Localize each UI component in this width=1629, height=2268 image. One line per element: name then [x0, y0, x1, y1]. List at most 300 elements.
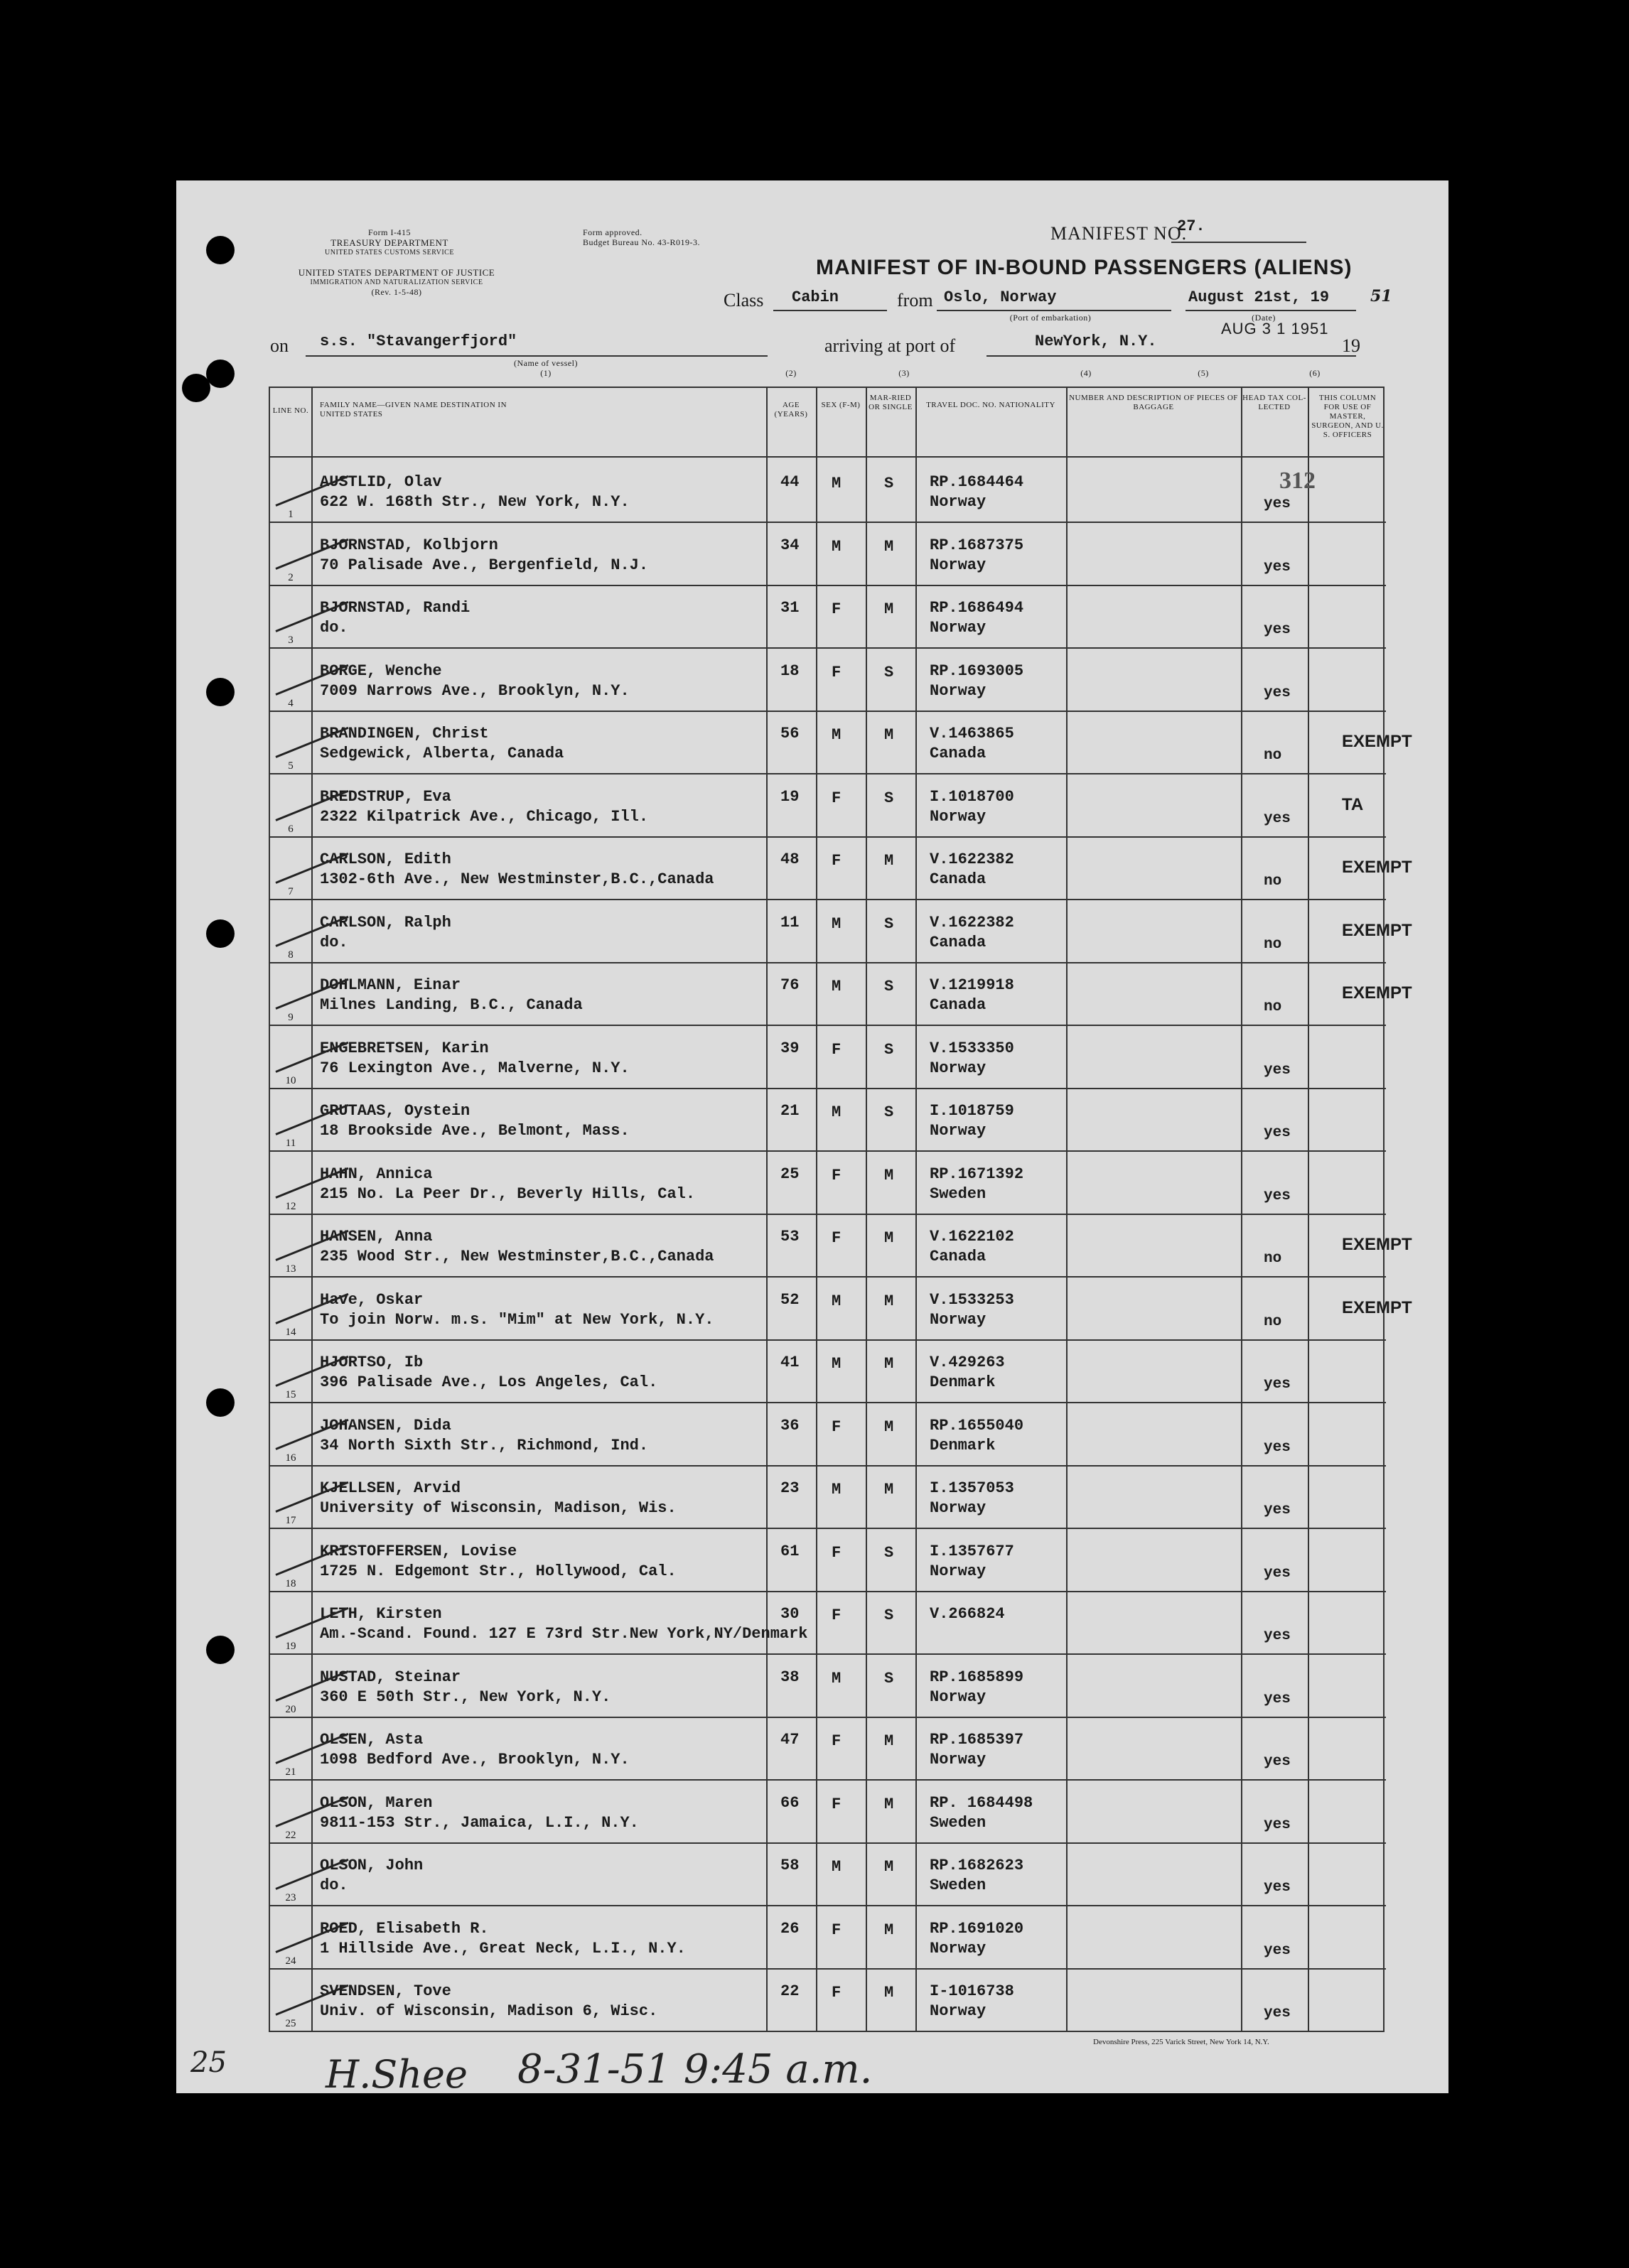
marital-status: M [884, 1229, 894, 1247]
col-num-6: (6) [1309, 368, 1321, 378]
margin-number: 25 [190, 2046, 227, 2079]
travel-doc-number: RP.1685899 [930, 1668, 1024, 1686]
line-number: 12 [285, 1200, 296, 1212]
manifest-number-line [1171, 242, 1306, 243]
manifest-page [176, 180, 1448, 2097]
nationality: Denmark [930, 1436, 996, 1454]
form-number: Form I-415 [368, 227, 411, 237]
col-age: AGE (YEARS) [774, 401, 808, 418]
passenger-name: CARLSON, Ralph [320, 913, 451, 932]
ins-service: IMMIGRATION AND NATURALIZATION SERVICE [310, 279, 483, 286]
vessel-line [306, 355, 768, 357]
nationality: Canada [930, 870, 986, 888]
destination: 34 North Sixth Str., Richmond, Ind. [320, 1436, 649, 1454]
col-name: FAMILY NAME—GIVEN NAME DESTINATION IN UNITED STATES [320, 401, 507, 418]
destination: 76 Lexington Ave., Malverne, N.Y. [320, 1059, 630, 1077]
from-label: from [897, 290, 933, 310]
travel-doc-number: V.1533350 [930, 1039, 1014, 1057]
col-baggage: NUMBER AND DESCRIPTION OF PIECES OF BAGGAGE [1069, 394, 1238, 411]
officer-note: EXEMPT [1342, 983, 1412, 1003]
sex: M [832, 1292, 842, 1310]
nationality: Norway [930, 2002, 986, 2020]
line-number: 8 [288, 949, 294, 961]
passenger-name: NUSTAD, Steinar [320, 1668, 461, 1686]
travel-doc-number: V.1622382 [930, 850, 1014, 868]
age: 11 [780, 913, 800, 932]
nationality: Norway [930, 1122, 986, 1140]
nationality: Norway [930, 681, 986, 700]
table-row [270, 1088, 1386, 1151]
marital-status: M [884, 1418, 894, 1436]
age: 48 [780, 850, 800, 868]
passenger-name: JOHANSEN, Dida [320, 1416, 451, 1435]
destination: 2322 Kilpatrick Ave., Chicago, Ill. [320, 807, 649, 826]
officer-note: EXEMPT [1342, 1297, 1412, 1317]
passenger-name: GRUTAAS, Oystein [320, 1102, 471, 1120]
age: 30 [780, 1605, 800, 1623]
table-row [270, 522, 1386, 585]
head-tax: yes [1264, 1816, 1291, 1833]
punch-hole [206, 678, 235, 706]
date-value: August 21st, 19 [1188, 288, 1330, 306]
passenger-name: KJELLSEN, Arvid [320, 1479, 461, 1497]
marital-status: M [884, 1984, 894, 2002]
passenger-table [269, 387, 1412, 2032]
travel-doc-number: I-1016738 [930, 1982, 1014, 2000]
age: 61 [780, 1542, 800, 1560]
travel-doc-number: V.266824 [930, 1605, 1005, 1623]
head-tax: yes [1264, 1125, 1291, 1141]
punch-hole [206, 236, 235, 264]
head-tax: no [1264, 999, 1282, 1015]
nationality: Canada [930, 996, 986, 1014]
table-row [270, 962, 1412, 1025]
age: 19 [780, 787, 800, 806]
travel-doc-number: I.1357677 [930, 1542, 1014, 1560]
table-row [270, 585, 1386, 648]
destination: 70 Palisade Ave., Bergenfield, N.J. [320, 556, 649, 574]
sex: F [832, 1921, 842, 1939]
sex: M [832, 1355, 842, 1373]
age: 25 [780, 1165, 800, 1183]
nationality: Sweden [930, 1876, 986, 1894]
passenger-name: ROED, Elisabeth R. [320, 1919, 489, 1938]
destination: 215 No. La Peer Dr., Beverly Hills, Cal. [320, 1184, 696, 1203]
treasury-dept: TREASURY DEPARTMENT [330, 237, 448, 248]
table-row [270, 1339, 1386, 1403]
officer-note: EXEMPT [1342, 858, 1412, 877]
manifest-number-label: MANIFEST NO. [1050, 223, 1188, 244]
passenger-name: CARLSON, Edith [320, 850, 451, 868]
sex: F [832, 1606, 842, 1624]
sex: M [832, 1103, 842, 1121]
nationality: Norway [930, 1939, 986, 1958]
table-row [270, 1654, 1386, 1717]
head-tax: yes [1264, 2005, 1291, 2021]
table-row [270, 1528, 1386, 1592]
line-number: 14 [285, 1326, 296, 1338]
travel-doc-number: RP.1684464 [930, 473, 1024, 491]
destination: 622 W. 168th Str., New York, N.Y. [320, 493, 630, 511]
table-row [270, 1591, 1386, 1654]
age: 66 [780, 1793, 800, 1812]
head-tax: yes [1264, 1942, 1291, 1959]
on-label: on [270, 335, 289, 356]
table-row [270, 1968, 1386, 2031]
table-row [270, 1151, 1386, 1214]
revision: (Rev. 1-5-48) [371, 287, 422, 297]
table-row [270, 1465, 1386, 1528]
line-number: 13 [285, 1263, 296, 1275]
arrival-port-line [986, 355, 1356, 357]
line-number: 4 [288, 697, 294, 709]
marital-status: M [884, 1292, 894, 1310]
head-tax: yes [1264, 622, 1291, 638]
head-tax: yes [1264, 684, 1291, 701]
date-year: 51 [1370, 287, 1392, 306]
travel-doc-number: RP.1682623 [930, 1857, 1024, 1874]
passenger-name: OLSON, John [320, 1857, 424, 1874]
col-num-2: (2) [785, 368, 797, 378]
col-tax: HEAD TAX COL-LECTED [1242, 394, 1306, 411]
nationality: Norway [930, 1751, 986, 1768]
age: 76 [780, 976, 800, 994]
travel-doc-number: V.1622102 [930, 1228, 1014, 1246]
nationality: Norway [930, 1499, 986, 1517]
line-number: 11 [285, 1138, 296, 1149]
nationality: Norway [930, 556, 986, 574]
age: 26 [780, 1919, 800, 1938]
destination: Univ. of Wisconsin, Madison 6, Wisc. [320, 2002, 658, 2020]
head-tax: yes [1264, 1439, 1291, 1456]
nationality: Sweden [930, 1184, 986, 1203]
line-number: 5 [288, 760, 294, 772]
sex: F [832, 1040, 842, 1059]
sex: M [832, 537, 842, 556]
age: 41 [780, 1354, 800, 1371]
passenger-name: HANSEN, Anna [320, 1228, 433, 1246]
nationality: Norway [930, 493, 986, 511]
table-row [270, 900, 1412, 963]
marital-status: M [884, 1858, 894, 1876]
marital-status: S [884, 1103, 894, 1121]
marital-status: M [884, 852, 894, 870]
passenger-name: BJORNSTAD, Kolbjorn [320, 536, 498, 554]
destination: 1 Hillside Ave., Great Neck, L.I., N.Y. [320, 1939, 686, 1958]
age: 22 [780, 1982, 800, 2000]
passenger-name: Have, Oskar [320, 1290, 424, 1309]
age: 56 [780, 725, 800, 742]
head-tax: yes [1264, 1376, 1291, 1393]
destination: University of Wisconsin, Madison, Wis. [320, 1499, 677, 1517]
passenger-name: BREDSTRUP, Eva [320, 787, 451, 806]
table-row [270, 711, 1412, 774]
arriving-label: arriving at port of [824, 335, 956, 356]
head-tax: yes [1264, 1690, 1291, 1707]
marital-status: S [884, 1606, 894, 1624]
head-tax: yes [1264, 1754, 1291, 1770]
travel-doc-number: RP.1671392 [930, 1165, 1024, 1183]
age: 52 [780, 1290, 800, 1309]
passenger-name: HAHN, Annica [320, 1165, 433, 1183]
head-tax: yes [1264, 558, 1291, 576]
date-line [1186, 310, 1356, 311]
passenger-name: BJORNSTAD, Randi [320, 599, 471, 617]
passenger-name: ENGEBRETSEN, Karin [320, 1039, 489, 1057]
travel-doc-number: I.1018759 [930, 1102, 1014, 1120]
destination: do. [320, 1876, 348, 1894]
sex: M [832, 1481, 842, 1498]
age: 39 [780, 1039, 800, 1057]
destination: Sedgewick, Alberta, Canada [320, 745, 564, 762]
table-row [270, 1277, 1412, 1340]
col-num-4: (4) [1080, 368, 1092, 378]
head-tax: yes [1264, 1565, 1291, 1582]
travel-doc-number: RP.1655040 [930, 1416, 1024, 1435]
form-title: MANIFEST OF IN-BOUND PASSENGERS (ALIENS) [816, 256, 1353, 279]
line-number: 20 [285, 1703, 296, 1715]
officer-note: EXEMPT [1342, 732, 1412, 751]
page-number-stamp: 312 [1279, 468, 1316, 494]
sex: M [832, 1669, 842, 1688]
destination: 396 Palisade Ave., Los Angeles, Cal. [320, 1373, 658, 1391]
travel-doc-number: V.1219918 [930, 976, 1014, 994]
sex: F [832, 789, 842, 807]
line-number: 24 [285, 1955, 296, 1967]
sex: F [832, 663, 842, 681]
destination: Milnes Landing, B.C., Canada [320, 996, 583, 1014]
travel-doc-number: RP.1685397 [930, 1731, 1024, 1749]
age: 58 [780, 1857, 800, 1874]
line-number: 10 [285, 1074, 296, 1086]
form-approved: Form approved. [583, 227, 643, 237]
table-row [270, 1403, 1386, 1466]
age: 23 [780, 1479, 800, 1497]
marital-status: M [884, 600, 894, 618]
nationality: Denmark [930, 1373, 996, 1391]
nationality: Canada [930, 933, 986, 951]
inspector-signature: H.Shee [326, 2052, 468, 2097]
table-row [270, 1214, 1412, 1277]
nationality: Canada [930, 1248, 986, 1265]
travel-doc-number: V.1533253 [930, 1290, 1014, 1309]
table-row [270, 459, 1386, 522]
col-num-1: (1) [540, 368, 552, 378]
line-number: 21 [285, 1766, 296, 1778]
col-sex: SEX (F-M) [821, 401, 861, 409]
officer-note: EXEMPT [1342, 920, 1412, 940]
age: 18 [780, 662, 800, 680]
line-number: 23 [285, 1892, 296, 1904]
marital-status: S [884, 789, 894, 807]
port-line [937, 310, 1171, 311]
travel-doc-number: RP.1687375 [930, 536, 1024, 554]
line-number: 22 [285, 1829, 296, 1841]
line-number: 18 [285, 1577, 296, 1589]
marital-status: M [884, 1481, 894, 1498]
port-caption: (Port of embarkation) [1009, 313, 1092, 323]
nationality: Norway [930, 619, 986, 637]
marital-status: M [884, 1921, 894, 1939]
nationality: Norway [930, 1562, 986, 1580]
marital-status: M [884, 537, 894, 556]
destination: 18 Brookside Ave., Belmont, Mass. [320, 1122, 630, 1140]
destination: Am.-Scand. Found. 127 E 73rd Str.New York,NY/Denmark [320, 1625, 808, 1643]
age: 38 [780, 1668, 800, 1686]
age: 31 [780, 599, 800, 617]
port-of-embarkation: Oslo, Norway [944, 288, 1057, 306]
line-number: 17 [285, 1515, 296, 1526]
marital-status: M [884, 726, 894, 744]
table-row [270, 1780, 1386, 1843]
line-number: 16 [285, 1452, 296, 1464]
passenger-name: BORGE, Wenche [320, 662, 442, 680]
head-tax: yes [1264, 1879, 1291, 1896]
sex: F [832, 1418, 842, 1436]
destination: 1725 N. Edgemont Str., Hollywood, Cal. [320, 1562, 677, 1580]
arrival-date-stamp: AUG 3 1 1951 [1221, 320, 1329, 338]
destination: 1302-6th Ave., New Westminster,B.C.,Canada [320, 870, 714, 888]
travel-doc-number: I.1357053 [930, 1479, 1014, 1497]
destination: do. [320, 619, 348, 637]
table-row [270, 1842, 1386, 1906]
marital-status: S [884, 1040, 894, 1059]
sex: F [832, 1732, 842, 1750]
head-tax: no [1264, 747, 1282, 764]
travel-doc-number: V.1622382 [930, 913, 1014, 932]
sex: F [832, 852, 842, 870]
sex: F [832, 1166, 842, 1184]
travel-doc-number: V.429263 [930, 1354, 1005, 1371]
marital-status: M [884, 1795, 894, 1813]
class-label: Class [724, 290, 764, 310]
line-number: 7 [288, 886, 294, 897]
officer-note: TA [1342, 794, 1364, 814]
line-number: 2 [288, 571, 294, 583]
table-row [270, 648, 1386, 711]
head-tax: yes [1264, 810, 1291, 827]
destination: 360 E 50th Str., New York, N.Y. [320, 1688, 611, 1706]
travel-doc-number: V.1463865 [930, 725, 1014, 742]
passenger-name: LETH, Kirsten [320, 1605, 442, 1623]
head-tax: no [1264, 1251, 1282, 1267]
destination: do. [320, 933, 348, 951]
col-doc: TRAVEL DOC. NO. NATIONALITY [926, 401, 1055, 409]
head-tax: no [1264, 1313, 1282, 1330]
printer-imprint: Devonshire Press, 225 Varick Street, New York 14, N.Y. [1093, 2038, 1269, 2046]
travel-doc-number: RP.1693005 [930, 662, 1024, 680]
sex: F [832, 1984, 842, 2002]
date-caption: (Date) [1252, 313, 1276, 323]
head-tax: no [1264, 936, 1282, 953]
vessel-name: s.s. "Stavangerfjord" [320, 333, 517, 350]
destination: To join Norw. m.s. "Mim" at New York, N.Y. [320, 1310, 714, 1329]
age: 21 [780, 1102, 800, 1120]
line-number: 15 [285, 1389, 296, 1400]
nationality: Norway [930, 807, 986, 826]
head-tax: yes [1264, 1062, 1291, 1079]
passenger-name: OLSEN, Asta [320, 1731, 424, 1749]
marital-status: S [884, 1543, 894, 1562]
justice-dept: UNITED STATES DEPARTMENT OF JUSTICE [298, 267, 495, 278]
punch-hole [206, 360, 235, 388]
marital-status: M [884, 1355, 894, 1373]
head-tax: yes [1264, 1502, 1291, 1518]
destination: 7009 Narrows Ave., Brooklyn, N.Y. [320, 681, 630, 700]
punch-hole [182, 374, 210, 402]
line-number: 25 [285, 2018, 296, 2029]
col-married: MAR-RIED OR SINGLE [869, 394, 913, 411]
table-row [270, 836, 1412, 900]
passenger-name: KRISTOFFERSEN, Lovise [320, 1542, 517, 1560]
passenger-name: AUSTLID, Olav [320, 473, 442, 491]
passenger-name: SVENDSEN, Tove [320, 1982, 451, 2000]
nationality: Sweden [930, 1813, 986, 1832]
destination: 9811-153 Str., Jamaica, L.I., N.Y. [320, 1813, 639, 1832]
nationality: Norway [930, 1310, 986, 1329]
arrival-port: NewYork, N.Y. [1035, 333, 1157, 350]
passenger-name: DOHLMANN, Einar [320, 976, 461, 994]
destination: 1098 Bedford Ave., Brooklyn, N.Y. [320, 1751, 630, 1768]
arrival-year-suffix: 19 [1342, 335, 1360, 356]
class-line [773, 310, 887, 311]
sex: F [832, 1543, 842, 1562]
age: 36 [780, 1416, 800, 1435]
table-row [270, 1906, 1386, 1969]
destination: 235 Wood Str., New Westminster,B.C.,Canada [320, 1248, 714, 1265]
table-row [270, 774, 1386, 837]
head-tax: yes [1264, 496, 1291, 512]
sex: M [832, 726, 842, 744]
age: 53 [780, 1228, 800, 1246]
head-tax: yes [1264, 1187, 1291, 1204]
col-num-3: (3) [898, 368, 910, 378]
marital-status: M [884, 1166, 894, 1184]
travel-doc-number: RP. 1684498 [930, 1793, 1033, 1812]
sex: M [832, 475, 842, 492]
col-line: LINE NO. [272, 406, 309, 415]
sex: F [832, 1229, 842, 1247]
punch-hole [206, 1636, 235, 1664]
line-number: 6 [288, 823, 294, 835]
manifest-number: 27. [1177, 217, 1205, 235]
age: 34 [780, 536, 800, 554]
vessel-caption: (Name of vessel) [514, 358, 578, 368]
line-number: 9 [288, 1012, 294, 1023]
travel-doc-number: RP.1686494 [930, 599, 1024, 617]
head-tax: yes [1264, 1628, 1291, 1644]
head-tax: no [1264, 873, 1282, 890]
class-value: Cabin [792, 288, 839, 306]
travel-doc-number: RP.1691020 [930, 1919, 1024, 1938]
nationality: Canada [930, 745, 986, 762]
marital-status: S [884, 978, 894, 995]
marital-status: S [884, 914, 894, 933]
age: 47 [780, 1731, 800, 1749]
line-number: 19 [285, 1641, 296, 1652]
sex: M [832, 978, 842, 995]
budget-bureau: Budget Bureau No. 43-R019-3. [583, 237, 700, 247]
col-officers: THIS COLUMN FOR USE OF MASTER, SURGEON, AND U. S. OFFICERS [1311, 394, 1384, 439]
punch-hole [206, 919, 235, 948]
nationality: Norway [930, 1688, 986, 1706]
nationality: Norway [930, 1059, 986, 1077]
marital-status: S [884, 663, 894, 681]
marital-status: M [884, 1732, 894, 1750]
marital-status: S [884, 475, 894, 492]
line-number: 3 [288, 634, 294, 646]
table-row [270, 1025, 1386, 1089]
